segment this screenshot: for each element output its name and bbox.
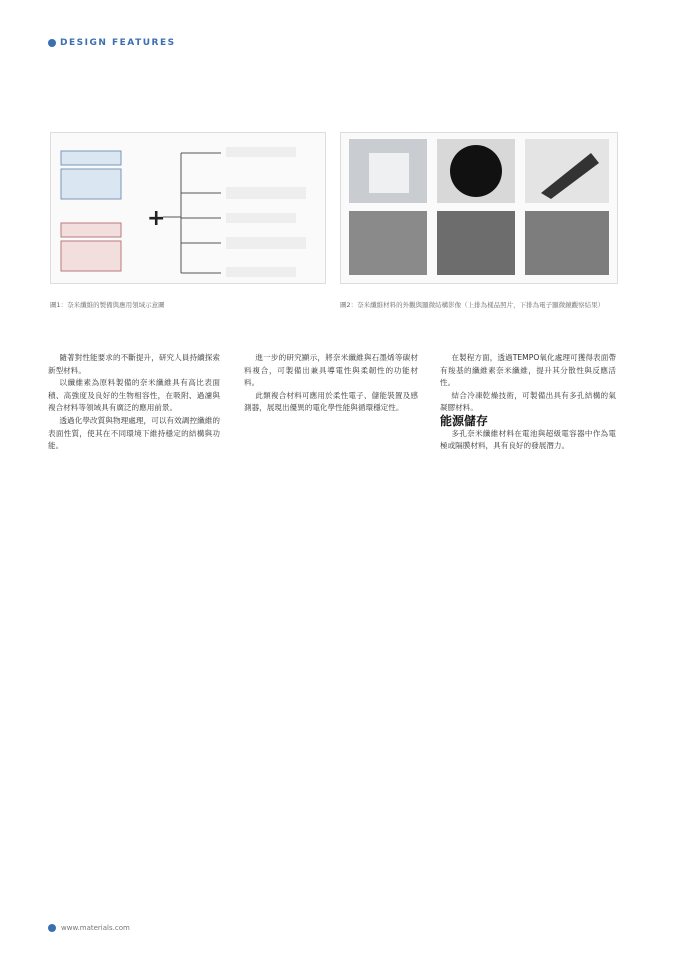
diagram-graphic [51,133,325,283]
section-label: DESIGN FEATURES [60,38,176,48]
text-column-3 [440,352,616,453]
paragraph: 多孔奈米纖維材料在電池與超級電容器中作為電極或隔膜材料，具有良好的發展潛力。 [440,428,616,451]
paragraph: 進一步的研究顯示，將奈米纖維與石墨烯等碳材料複合，可製備出兼具導電性與柔韌性的功能材料。 [244,353,418,388]
page-header [48,38,176,48]
text-column-1 [48,352,220,453]
photo-grid [341,133,617,283]
footer-url: www.materials.com [61,924,130,932]
figure-2-photos [340,132,618,284]
paragraph: 結合冷凍乾燥技術，可製備出具有多孔結構的氣凝膠材料。 [440,390,616,413]
figure-2-caption: 圖2：奈米纖維材料的外觀與顯微結構影像（上排為樣品照片，下排為電子顯微鏡觀察結果） [340,301,605,309]
figure-1-caption: 圖1：奈米纖維的製備與應用領域示意圖 [50,301,165,309]
text-column-2 [244,352,418,415]
footer-dot-icon [48,924,56,932]
paragraph: 透過化學改質與物理處理，可以有效調控纖維的表面性質，使其在不同環境下維持穩定的結構與功能。 [48,415,220,451]
section-dot-icon [48,39,56,47]
paragraph: 在製程方面，透過TEMPO氧化處理可獲得表面帶有羧基的纖維素奈米纖維，提升其分散性與反應活性。 [440,353,616,388]
page-footer [48,924,130,932]
paragraph: 此類複合材料可應用於柔性電子、儲能裝置及感測器，展現出優異的電化學性能與循環穩定性。 [244,390,418,413]
svg-text:+: + [147,206,166,231]
section-heading: 能源儲存 [440,413,489,428]
paragraph: 隨著對性能要求的不斷提升，研究人員持續探索新型材料。 [48,353,220,375]
paragraph: 以纖維素為原料製備的奈米纖維具有高比表面積、高強度及良好的生物相容性，在吸附、過濾與複合材料等領域具有廣泛的應用前景。 [48,378,220,413]
figure-1-diagram [50,132,326,284]
